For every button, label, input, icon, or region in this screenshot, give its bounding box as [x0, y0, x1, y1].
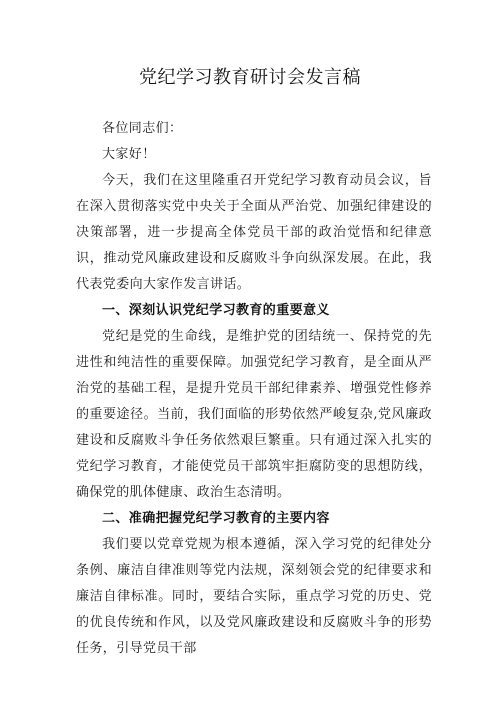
greeting: 大家好！: [102, 147, 156, 162]
section-1-paragraph: 党纪是党的生命线，是维护党的团结统一、保持党的先进性和纯洁性的重要保障。加强党纪学习教育，是全面从严治党的基础工程，是提升党员干部纪律素养、增强党性修养的重要途径。当前，我们面临的形势依然严峻复杂,党风廉政建设和反腐败斗争任务依然艰巨繁重。只有通过深入扎实的党纪学习教育，才能使党员干部筑牢拒腐防变的思想防线，确保党的肌体健康、政治生态清明。: [76, 329, 432, 500]
document-title: 党纪学习教育研讨会发言稿: [139, 67, 361, 88]
salutation: 各位同志们：: [102, 121, 183, 136]
document-body: [76, 116, 432, 662]
section-2-paragraph: 我们要以党章党规为根本遵循，深入学习党的纪律处分条例、廉洁自律准则等党内法规，深刻领会党的纪律要求和廉洁自律标准。同时，要结合实际，重点学习党的历史、党的优良传统和作风，以及党风廉政建设和反腐败斗争的形势任务，引导党员干部: [76, 537, 432, 656]
section-2-heading: 二、准确把握党纪学习教育的主要内容: [102, 511, 330, 526]
section-1-heading: 一、深刻认识党纪学习教育的重要意义: [102, 303, 330, 318]
intro-paragraph: 今天，我们在这里隆重召开党纪学习教育动员会议，旨在深入贯彻落实党中央关于全面从严治党、加强纪律建设的决策部署，进一步提高全体党员干部的政治觉悟和纪律意识，推动党风廉政建设和反腐败斗争向纵深发展。在此，我代表党委向大家作发言讲话。: [76, 173, 432, 292]
